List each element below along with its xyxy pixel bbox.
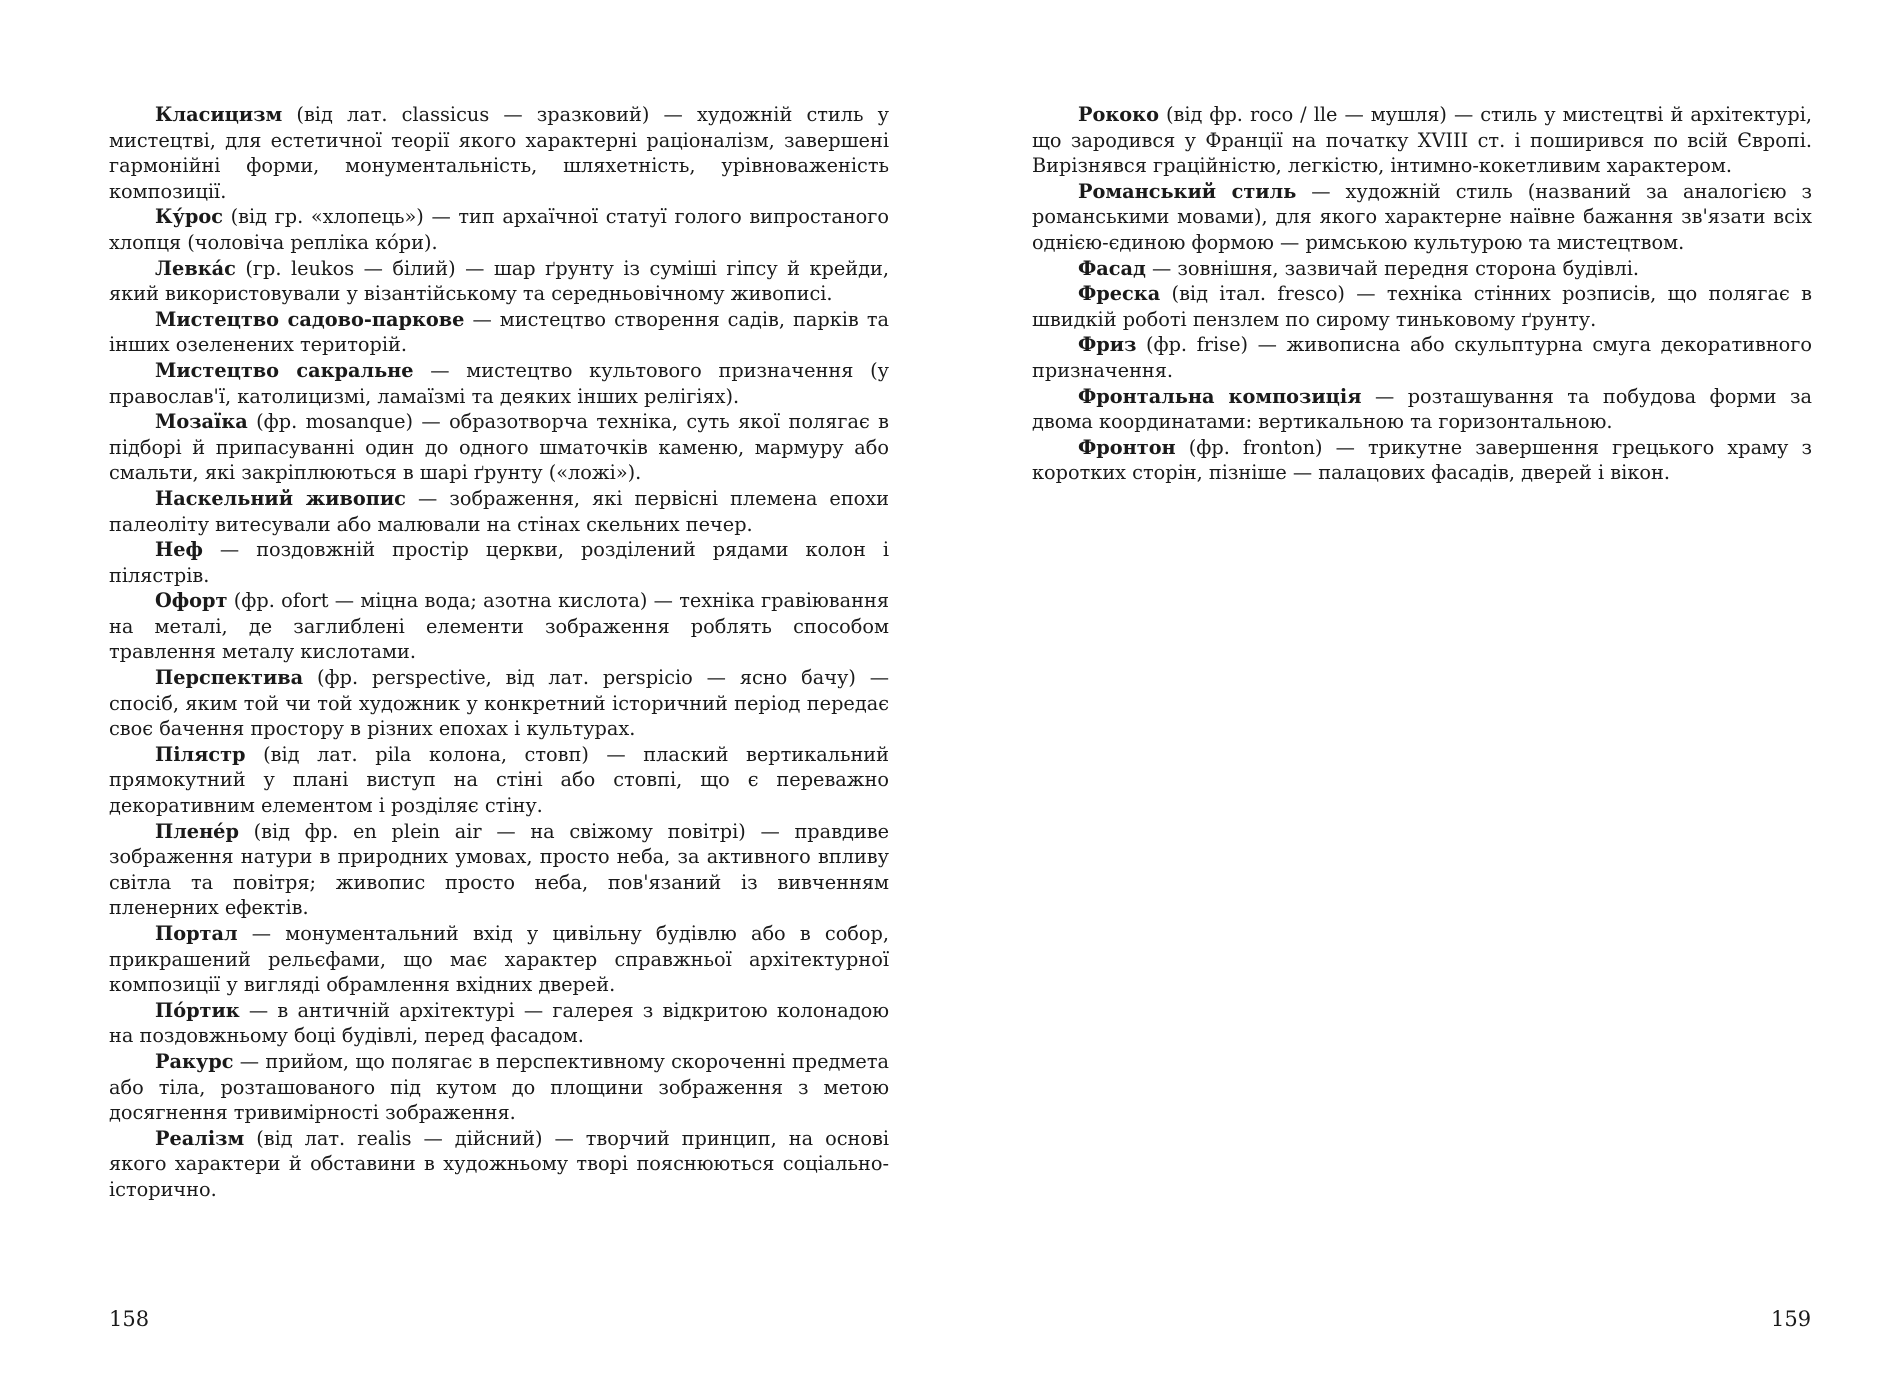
glossary-entry	[109, 307, 889, 358]
entry-term: Левка́с	[155, 256, 236, 280]
glossary-entry	[1032, 332, 1812, 383]
glossary-entry	[109, 486, 889, 537]
glossary-entry	[109, 665, 889, 742]
glossary-entry	[109, 256, 889, 307]
entry-term: Мистецтво садово-паркове	[155, 307, 465, 331]
entry-term: Фронтон	[1078, 435, 1176, 459]
entry-term: Наскельний живопис	[155, 486, 406, 510]
glossary-entry	[1032, 435, 1812, 486]
entry-definition: (від лат. realis — дійсний) — творчий принцип, на основі якого характери й обставини в художньому творі пояснюються соціально-історично.	[109, 1126, 889, 1201]
glossary-entry	[109, 102, 889, 204]
glossary-entry	[109, 1126, 889, 1203]
entry-definition: (від фр. en plein air — на свіжому повітрі) — правдиве зображення натури в природних умовах, просто неба, за активного впливу світла та повітря; живопис просто неба, пов'язаний із вивченням пленерних ефектів.	[109, 819, 889, 920]
entry-definition: (фр. ofort — міцна вода; азотна кислота) — техніка гравіювання на металі, де заглиблені елементи зображення роблять способом травлення металу кислотами.	[109, 589, 889, 664]
entry-term: Ракурс	[155, 1049, 234, 1073]
glossary-entries-right	[1032, 102, 1812, 486]
glossary-entry	[109, 1049, 889, 1126]
glossary-entry	[109, 537, 889, 588]
entry-definition: — поздовжній простір церкви, розділений рядами колон і пілястрів.	[109, 538, 889, 587]
entry-term: Перспектива	[155, 666, 304, 690]
entry-definition: (фр. frise) — живописна або скульптурна смуга декоративного призначення.	[1032, 333, 1812, 382]
glossary-entries-left	[109, 102, 889, 1203]
entry-definition: — розташування та побудова форми за двома координатами: вертикальною та горизонтальною.	[1032, 384, 1812, 434]
glossary-entry	[1032, 256, 1812, 282]
entry-definition: — в античній архітектурі — галерея з відкритою колонадою на поздовжньому боці будівлі, перед фасадом.	[109, 998, 889, 1048]
entry-term: Фреска	[1078, 282, 1161, 306]
entry-definition: (від фр. roco / lle — мушля) — стиль у мистецтві й архітектурі, що зародився у Франції на початку XVIII ст. і поширився по всій Європі. Вирізнявся граційністю, легкістю, інтимно-кокетливим характером.	[1032, 103, 1812, 178]
entry-term: Неф	[155, 538, 203, 562]
entry-term: Офорт	[155, 589, 228, 613]
entry-term: Класицизм	[155, 103, 283, 126]
entry-term: Фриз	[1078, 333, 1137, 357]
entry-term: Фасад	[1078, 256, 1146, 280]
entry-term: Пілястр	[155, 742, 246, 766]
entry-term: Ку́рос	[155, 205, 223, 229]
entry-definition: (фр. fronton) — трикутне завершення грецького храму з коротких сторін, пізніше — палацових фасадів, дверей і вікон.	[1032, 435, 1812, 485]
entry-term: Плене́р	[155, 819, 239, 843]
entry-definition: — художній стиль (названий за аналогією з романськими мовами), для якого характерне наївне бажання зв'язати всіх однією-єдиною формою — римською культурою та мистецтвом.	[1032, 179, 1812, 254]
entry-definition: (гр. leukos — білий) — шар ґрунту із суміші гіпсу й крейди, який використовували у візантійському та середньовічному живописі.	[109, 256, 889, 306]
page-number-left: 158	[109, 1307, 150, 1331]
glossary-entry	[1032, 179, 1812, 256]
entry-definition: (від гр. «хлопець») — тип архаїчної статуї голого випростаного хлопця (чоловіча репліка ко́ри).	[109, 205, 889, 254]
glossary-entry	[1032, 281, 1812, 332]
glossary-entry	[109, 588, 889, 665]
glossary-entry	[109, 819, 889, 921]
glossary-entry	[109, 742, 889, 819]
entry-term: Рококо	[1078, 103, 1159, 126]
glossary-entry	[109, 998, 889, 1049]
glossary-entry	[1032, 384, 1812, 435]
entry-term: Фронтальна композиція	[1078, 384, 1362, 408]
entry-term: Мистецтво сакральне	[155, 358, 414, 382]
entry-definition: — монументальний вхід у цивільну будівлю або в собор, прикрашений рельєфами, що має характер справжньої архітектурної композиції у вигляді обрамлення вхідних дверей.	[109, 922, 889, 997]
entry-definition: — прийом, що полягає в перспективному скороченні предмета або тіла, розташованого під кутом до площини зображення з метою досягнення тривимірності зображення.	[109, 1049, 889, 1125]
right-page	[1032, 102, 1812, 486]
entry-term: Реалізм	[155, 1126, 245, 1150]
entry-definition: (фр. perspective, від лат. perspicio — ясно бачу) — спосіб, яким той чи той художник у конкретний історичний період передає своє бачення простору в різних епохах і культурах.	[109, 666, 889, 741]
entry-term: Мозаїка	[155, 410, 248, 434]
entry-term: По́ртик	[155, 998, 240, 1022]
glossary-entry	[109, 204, 889, 255]
entry-term: Романський стиль	[1078, 179, 1297, 203]
glossary-entry	[109, 921, 889, 998]
entry-definition: (від лат. pila колона, стовп) — плаский вертикальний прямокутний у плані виступ на стіні або стовпі, що є переважно декоративним елементом і розділяє стіну.	[109, 742, 889, 818]
entry-definition: — зображення, які первісні племена епохи палеоліту витесували або малювали на стінах скельних печер.	[109, 486, 890, 536]
entry-definition: (фр. mosanque) — образотворча техніка, суть якої полягає в підборі й припасуванні один до одного шматочків каменю, мармуру або смальти, які закріплюються в шарі ґрунту («ложі»).	[109, 410, 889, 485]
page-number-right: 159	[1771, 1307, 1812, 1331]
entry-term: Портал	[155, 922, 238, 945]
entry-definition: (від лат. classicus — зразковий) — художній стиль у мистецтві, для естетичної теорії якого характерні раціоналізм, завершені гармонійні форми, монументальність, шляхетність, урівноваженість композиції.	[109, 103, 889, 203]
entry-definition: (від італ. fresco) — техніка стінних розписів, що полягає в швидкій роботі пензлем по сирому тиньковому ґрунту.	[1032, 282, 1812, 331]
glossary-entry	[109, 358, 889, 409]
entry-definition: — мистецтво культового призначення (у православ'ї, католицизмі, ламаїзмі та деяких інших релігіях).	[109, 358, 889, 408]
glossary-entry	[1032, 102, 1812, 179]
left-page	[109, 102, 889, 1203]
entry-definition: — зовнішня, зазвичай передня сторона будівлі.	[1145, 256, 1639, 280]
entry-definition: — мистецтво створення садів, парків та інших озеленених територій.	[109, 307, 889, 357]
glossary-entry	[109, 409, 889, 486]
